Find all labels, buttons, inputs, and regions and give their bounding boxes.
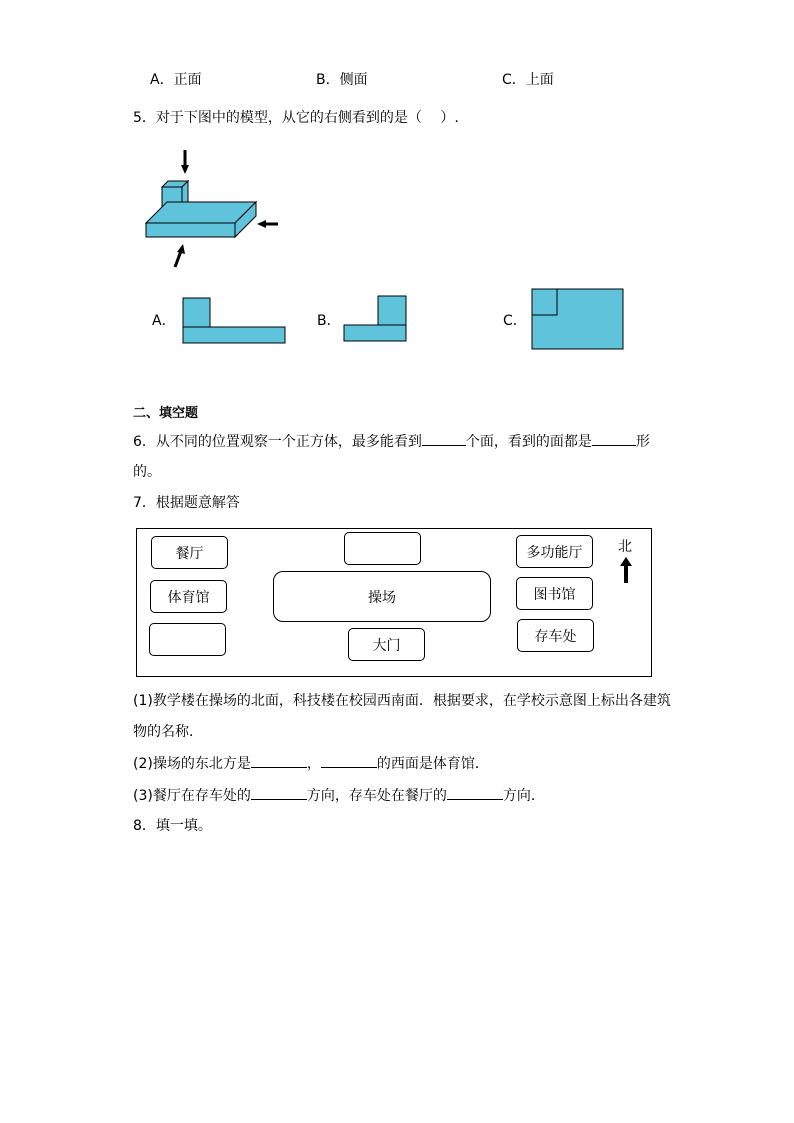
q6-blank-2[interactable] — [592, 431, 636, 446]
q5-model-figure — [140, 145, 290, 275]
q5-prompt: 5．对于下图中的模型，从它的右侧看到的是（ ）. — [133, 110, 459, 126]
map-box-multi-hall: 多功能厅 — [516, 535, 593, 568]
map-box-playground: 操场 — [273, 571, 491, 622]
q7-sub3-text-b: 方向，存车处在餐厅的 — [306, 788, 447, 804]
q7-sub2-blank-2[interactable] — [321, 753, 377, 768]
slab — [146, 202, 256, 237]
q7-sub2-text-b: ， — [306, 756, 321, 772]
north-label: 北 — [618, 539, 632, 555]
q7-sub3-text-a: (3)餐厅在存车处的 — [133, 788, 251, 804]
q6-blank-1[interactable] — [422, 431, 466, 446]
q6-text-2: 个面，看到的面都是 — [465, 434, 592, 450]
q7-prompt: 7．根据题意解答 — [133, 495, 240, 511]
arrow-left-icon — [257, 220, 278, 228]
q7-sub1-line1: (1)教学楼在操场的北面，科技楼在校园西南面．根据要求，在学校示意图上标出各建筑 — [133, 693, 671, 709]
map-box-canteen: 餐厅 — [151, 536, 228, 569]
map-box-blank-left[interactable] — [149, 623, 226, 656]
q8-prompt: 8．填一填。 — [133, 818, 212, 834]
q6-text-3: 形 — [635, 434, 650, 450]
q4-option-c: C．上面 — [502, 72, 554, 88]
q7-sub2-blank-1[interactable] — [251, 753, 307, 768]
q4-option-b: B．侧面 — [316, 72, 368, 88]
map-box-blank-top[interactable] — [344, 532, 421, 565]
map-box-bike-shed: 存车处 — [517, 619, 594, 652]
arrow-up-icon — [175, 244, 185, 267]
q4-option-a: A．正面 — [150, 72, 202, 88]
arrow-down-icon — [181, 150, 189, 174]
q7-sub1-line2: 物的名称． — [133, 724, 203, 740]
q7-sub2-text-a: (2)操场的东北方是 — [133, 756, 251, 772]
map-box-library: 图书馆 — [516, 577, 593, 610]
q5-option-c-label: C． — [503, 313, 527, 329]
q7-sub3 — [133, 785, 545, 806]
q6-line1 — [133, 431, 650, 452]
section-title: 二、填空题 — [133, 406, 199, 421]
q7-sub3-blank-2[interactable] — [447, 785, 503, 800]
q7-sub3-text-c: 方向． — [502, 788, 545, 804]
map-box-gym: 体育馆 — [150, 580, 227, 613]
q7-sub3-blank-1[interactable] — [251, 785, 307, 800]
q7-sub2 — [133, 753, 489, 774]
map-box-gate: 大门 — [348, 628, 425, 661]
north-arrow-icon — [619, 556, 633, 584]
q7-sub2-text-c: 的西面是体育馆． — [376, 756, 489, 772]
q5-option-a-label: A． — [152, 313, 176, 329]
q5-option-a-figure — [182, 297, 288, 345]
q6-line2: 的。 — [133, 464, 161, 480]
q5-option-b-label: B． — [317, 313, 341, 329]
q5-option-b-figure — [342, 295, 410, 343]
q6-text-1: 6．从不同的位置观察一个正方体，最多能看到 — [133, 434, 422, 450]
q5-option-c-figure — [530, 287, 626, 351]
